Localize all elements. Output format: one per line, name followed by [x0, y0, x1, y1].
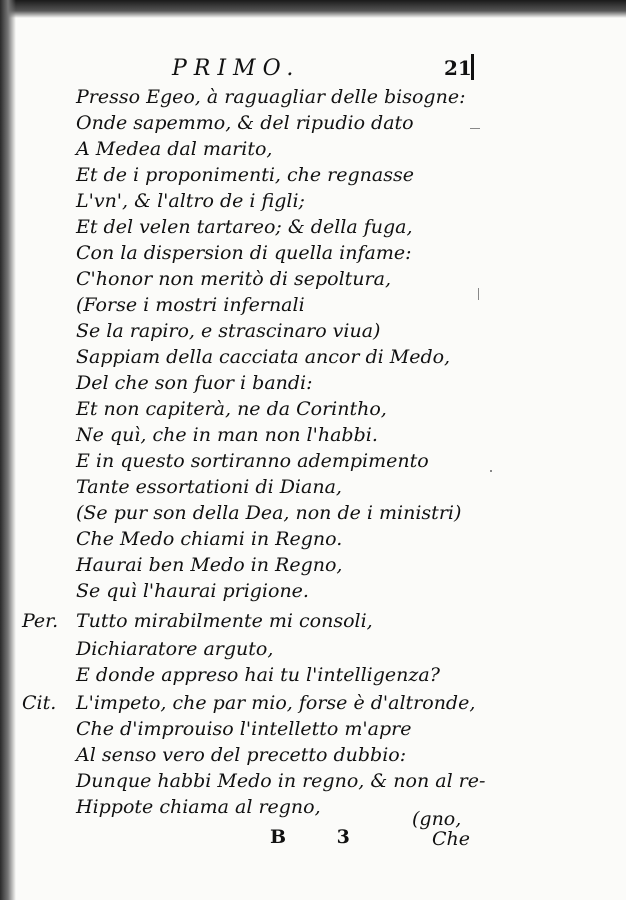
verse-text-line: Con la dispersion di quella infame: [76, 242, 412, 264]
verse-line [0, 692, 626, 718]
verse-text-line: Presso Egeo, à raguagliar delle bisogne: [76, 86, 466, 108]
verse-text-line: L'impeto, che par mio, forse è d'altronde, [76, 692, 476, 714]
verse-text-line: A Medea dal marito, [76, 138, 273, 160]
verse-line [0, 112, 626, 138]
verse-line [0, 770, 626, 796]
verse-line [0, 580, 626, 606]
verse-text-line: (Se pur son della Dea, non de i ministri) [76, 502, 462, 524]
verse-text-line: Al senso vero del precetto dubbio: [76, 744, 407, 766]
running-title: PRIMO. [172, 56, 301, 81]
verse-text-line: Del che son fuor i bandi: [76, 372, 313, 394]
verse-text-line: Haurai ben Medo in Regno, [76, 554, 343, 576]
verse-text-line: Che Medo chiami in Regno. [76, 528, 343, 550]
verse-line [0, 528, 626, 554]
margin-speck [478, 288, 479, 300]
verse-line [0, 398, 626, 424]
verse-text-line: C'honor non meritò di sepoltura, [76, 268, 391, 290]
verse-line [0, 638, 626, 664]
page-number-bracket [466, 54, 474, 80]
verse-line [0, 744, 626, 770]
verse-text-line: Dunque habbi Medo in regno, & non al re- [76, 770, 486, 792]
verse-text-line: Se la rapiro, e strascinaro viua) [76, 320, 381, 342]
verse-text-line: Onde sapemmo, & del ripudio dato [76, 112, 414, 134]
verse-line [0, 164, 626, 190]
verse-line [0, 372, 626, 398]
margin-speck [490, 470, 492, 472]
verse-text-line: Se quì l'haurai prigione. [76, 580, 309, 602]
turnover-text: (gno, [412, 808, 462, 830]
verse-line [0, 138, 626, 164]
verse-line [0, 476, 626, 502]
verse-text-line: (Forse i mostri infernali [76, 294, 305, 316]
verse-text-line: Et non capiterà, ne da Corintho, [76, 398, 387, 420]
verse-line [0, 216, 626, 242]
verse-text-line: E donde appreso hai tu l'intelligenza? [76, 664, 440, 686]
verse-line [0, 190, 626, 216]
verse-line [0, 502, 626, 528]
verse-text-line: E in questo sortiranno adempimento [76, 450, 429, 472]
verse-text-line: Et de i proponimenti, che regnasse [76, 164, 414, 186]
speaker-label: Per. [22, 610, 59, 632]
verse-line [0, 554, 626, 580]
verse-text-line: Ne quì, che in man non l'habbi. [76, 424, 378, 446]
verse-text-line: Che d'improuiso l'intelletto m'apre [76, 718, 412, 740]
speaker-label: Cit. [22, 692, 57, 714]
verse-line [0, 86, 626, 112]
verse-line [0, 320, 626, 346]
page-number: 21 [444, 56, 472, 80]
verse-text-line: Dichiaratore arguto, [76, 638, 274, 660]
verse-text-line: Et del velen tartareo; & della fuga, [76, 216, 413, 238]
verse-line [0, 424, 626, 450]
margin-speck [470, 128, 480, 129]
verse-text-line: Tante essortationi di Diana, [76, 476, 342, 498]
verse-text-line: Tutto mirabilmente mi consoli, [76, 610, 373, 632]
signature-mark: B 3 [270, 826, 372, 848]
verse-text-line: Hippote chiama al regno, [76, 796, 321, 818]
verse-line [0, 610, 626, 636]
verse-line [0, 664, 626, 690]
page-header [0, 56, 626, 84]
catchword: Che [432, 828, 471, 850]
verse-text-line: L'vn', & l'altro de i figli; [76, 190, 305, 212]
verse-text-line: Sappiam della cacciata ancor di Medo, [76, 346, 451, 368]
page-top-edge-shadow [0, 0, 626, 18]
verse-line [0, 268, 626, 294]
verse-line [0, 450, 626, 476]
verse-line [0, 242, 626, 268]
verse-line [0, 346, 626, 372]
verse-line [0, 294, 626, 320]
verse-line [0, 718, 626, 744]
